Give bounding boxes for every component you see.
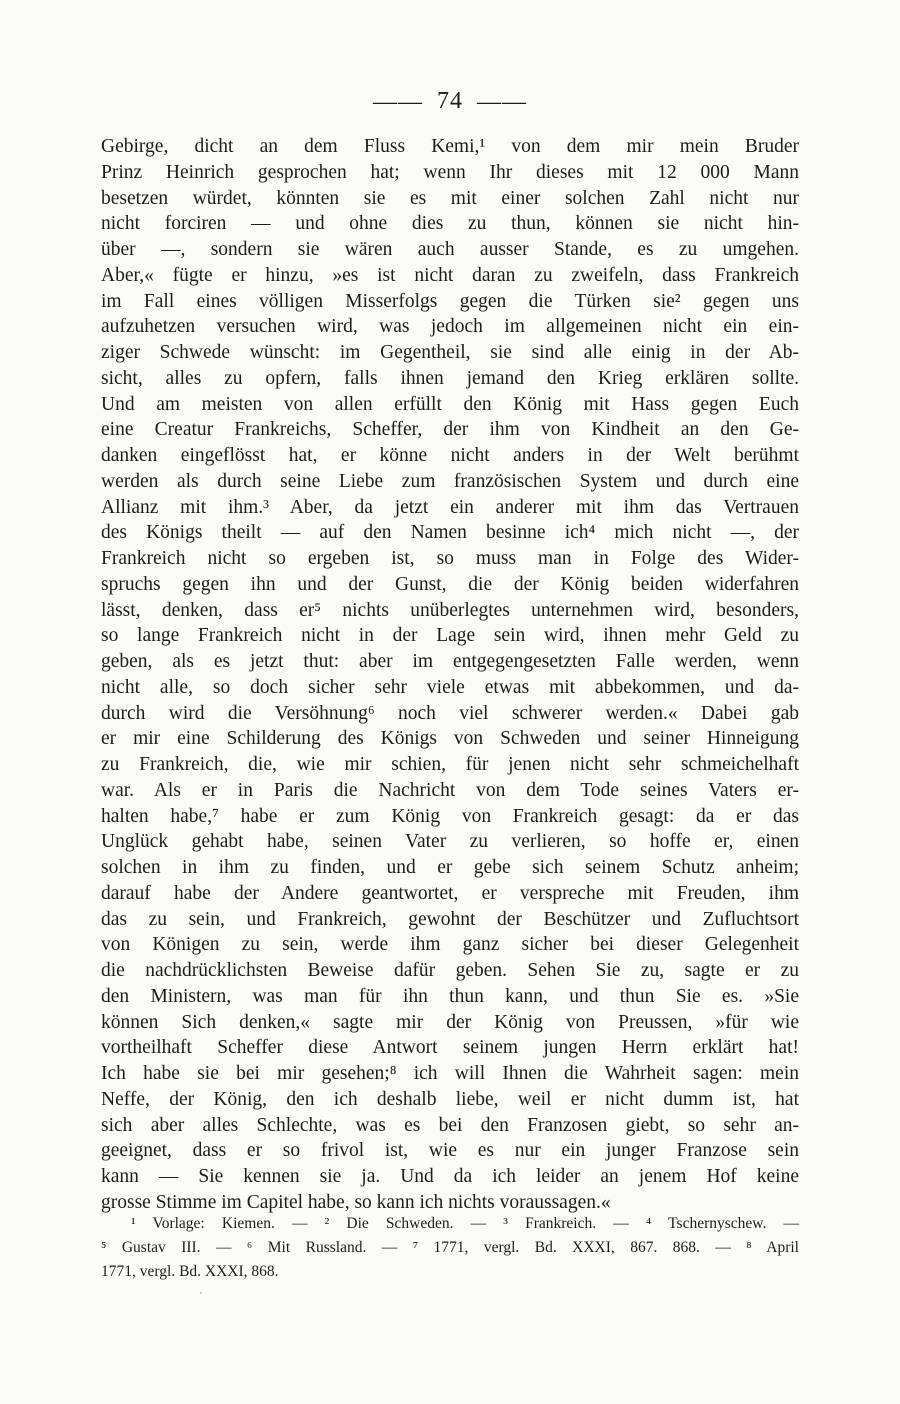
text-line: Allianz mit ihm.³ Aber, da jetzt ein anderer mit ihm das Vertrauen xyxy=(101,496,799,518)
text-line: können Sich denken,« sagte mir der König von Preussen, »für wie xyxy=(101,1011,799,1033)
text-line: nicht alle, so doch sicher sehr viele etwas mit abbekommen, und da- xyxy=(101,676,799,698)
text-line: besetzen würdet, könnten sie es mit einer solchen Zahl nicht nur xyxy=(101,187,799,209)
text-line: so lange Frankreich nicht in der Lage sein wird, ihnen mehr Geld zu xyxy=(101,625,799,647)
paper-speck xyxy=(200,1292,202,1294)
text-line: darauf habe der Andere geantwortet, er verspreche mit Freuden, ihm xyxy=(101,882,799,904)
text-line: war. Als er in Paris die Nachricht von dem Tode seines Vaters er- xyxy=(101,779,799,801)
text-line: Gebirge, dicht an dem Fluss Kemi,¹ von dem mir mein Bruder xyxy=(101,136,799,157)
text-line: grosse Stimme im Capitel habe, so kann ich nichts voraussagen.« xyxy=(101,1191,611,1213)
text-line: solchen in ihm zu finden, und er gebe sich seinem Schutz anheim; xyxy=(101,857,799,878)
header-dash-right: —— xyxy=(477,88,527,115)
text-line: sich aber alles Schlechte, was es bei den Franzosen giebt, so sehr an- xyxy=(101,1114,799,1136)
text-line: werden als durch seine Liebe zum französischen System und durch eine xyxy=(101,470,799,492)
text-line: Unglück gehabt habe, seinen Vater zu verlieren, so hoffe er, einen xyxy=(101,831,799,853)
text-line: sicht, alles zu opfern, falls ihnen jemand den Krieg erklären sollte. xyxy=(101,367,799,389)
text-line: lässt, denken, dass er⁵ nichts unüberlegtes unternehmen wird, besonders, xyxy=(101,599,799,621)
footnotes xyxy=(101,1212,799,1284)
text-line: durch wird die Versöhnung⁶ noch viel schwerer werden.« Dabei gab xyxy=(101,702,799,724)
text-line: Aber,« fügte er hinzu, »es ist nicht daran zu zweifeln, dass Frankreich xyxy=(101,264,799,286)
header-dash-left: —— xyxy=(373,88,423,115)
text-line: vortheilhaft Scheffer diese Antwort seinem jungen Herrn erklärt hat! xyxy=(101,1037,799,1059)
text-line: Neffe, der König, den ich deshalb liebe, weil er nicht dumm ist, hat xyxy=(101,1088,799,1110)
text-line: kann — Sie kennen sie ja. Und da ich leider an jenem Hof keine xyxy=(101,1166,799,1187)
text-line: die nachdrücklichsten Beweise dafür geben. Sehen Sie zu, sagte er zu xyxy=(101,960,799,981)
text-line: er mir eine Schilderung des Königs von Schweden und seiner Hinneigung xyxy=(101,728,799,750)
text-line: aufzuhetzen versuchen wird, was jedoch im allgemeinen nicht ein ein- xyxy=(101,316,799,338)
page-header xyxy=(0,88,900,116)
text-line: über —, sondern sie wären auch ausser Stande, es zu umgehen. xyxy=(101,239,799,260)
text-line: Frankreich nicht so ergeben ist, so muss man in Folge des Wider- xyxy=(101,548,799,569)
text-line: eine Creatur Frankreichs, Scheffer, der ihm von Kindheit an den Ge- xyxy=(101,419,799,441)
text-line: des Königs theilt — auf den Namen besinne ich⁴ mich nicht —, der xyxy=(101,522,799,544)
text-line: danken eingeflösst hat, er könne nicht anders in der Welt berühmt xyxy=(101,445,799,466)
text-line: von Königen zu sein, werde ihm ganz sicher bei dieser Gelegenheit xyxy=(101,934,799,956)
footnote-line: ¹ Vorlage: Kiemen. — ² Die Schweden. — ³ Frankreich. — ⁴ Tschernyschew. — xyxy=(131,1215,799,1232)
text-line: den Ministern, was man für ihn thun kann, und thun Sie es. »Sie xyxy=(101,985,799,1007)
text-line: Prinz Heinrich gesprochen hat; wenn Ihr dieses mit 12 000 Mann xyxy=(101,161,799,183)
page-number: 74 xyxy=(437,88,463,114)
footnote-line: 1771, vergl. Bd. XXXI, 868. xyxy=(101,1263,279,1280)
text-line: halten habe,⁷ habe er zum König von Frankreich gesagt: da er das xyxy=(101,805,799,827)
text-line: im Fall eines völligen Misserfolgs gegen die Türken sie² gegen uns xyxy=(101,290,799,312)
body-text xyxy=(101,134,799,1216)
text-line: Ich habe sie bei mir gesehen;⁸ ich will Ihnen die Wahrheit sagen: mein xyxy=(101,1063,799,1084)
text-line: Und am meisten von allen erfüllt den König mit Hass gegen Euch xyxy=(101,393,799,415)
text-line: geben, als es jetzt thut: aber im entgegengesetzten Falle werden, wenn xyxy=(101,651,799,672)
text-line: ziger Schwede wünscht: im Gegentheil, sie sind alle einig in der Ab- xyxy=(101,342,799,363)
text-line: spruchs gegen ihn und der Gunst, die der König beiden widerfahren xyxy=(101,573,799,595)
text-line: geeignet, dass er so frivol ist, wie es nur ein junger Franzose sein xyxy=(101,1140,799,1162)
text-line: das zu sein, und Frankreich, gewohnt der Beschützer und Zufluchtsort xyxy=(101,908,799,930)
text-line: zu Frankreich, die, wie mir schien, für jenen nicht sehr schmeichelhaft xyxy=(101,754,799,775)
text-line: nicht forciren — und ohne dies zu thun, können sie nicht hin- xyxy=(101,213,799,235)
footnote-line: ⁵ Gustav III. — ⁶ Mit Russland. — ⁷ 1771, vergl. Bd. XXXI, 867. 868. — ⁸ April xyxy=(101,1239,799,1256)
